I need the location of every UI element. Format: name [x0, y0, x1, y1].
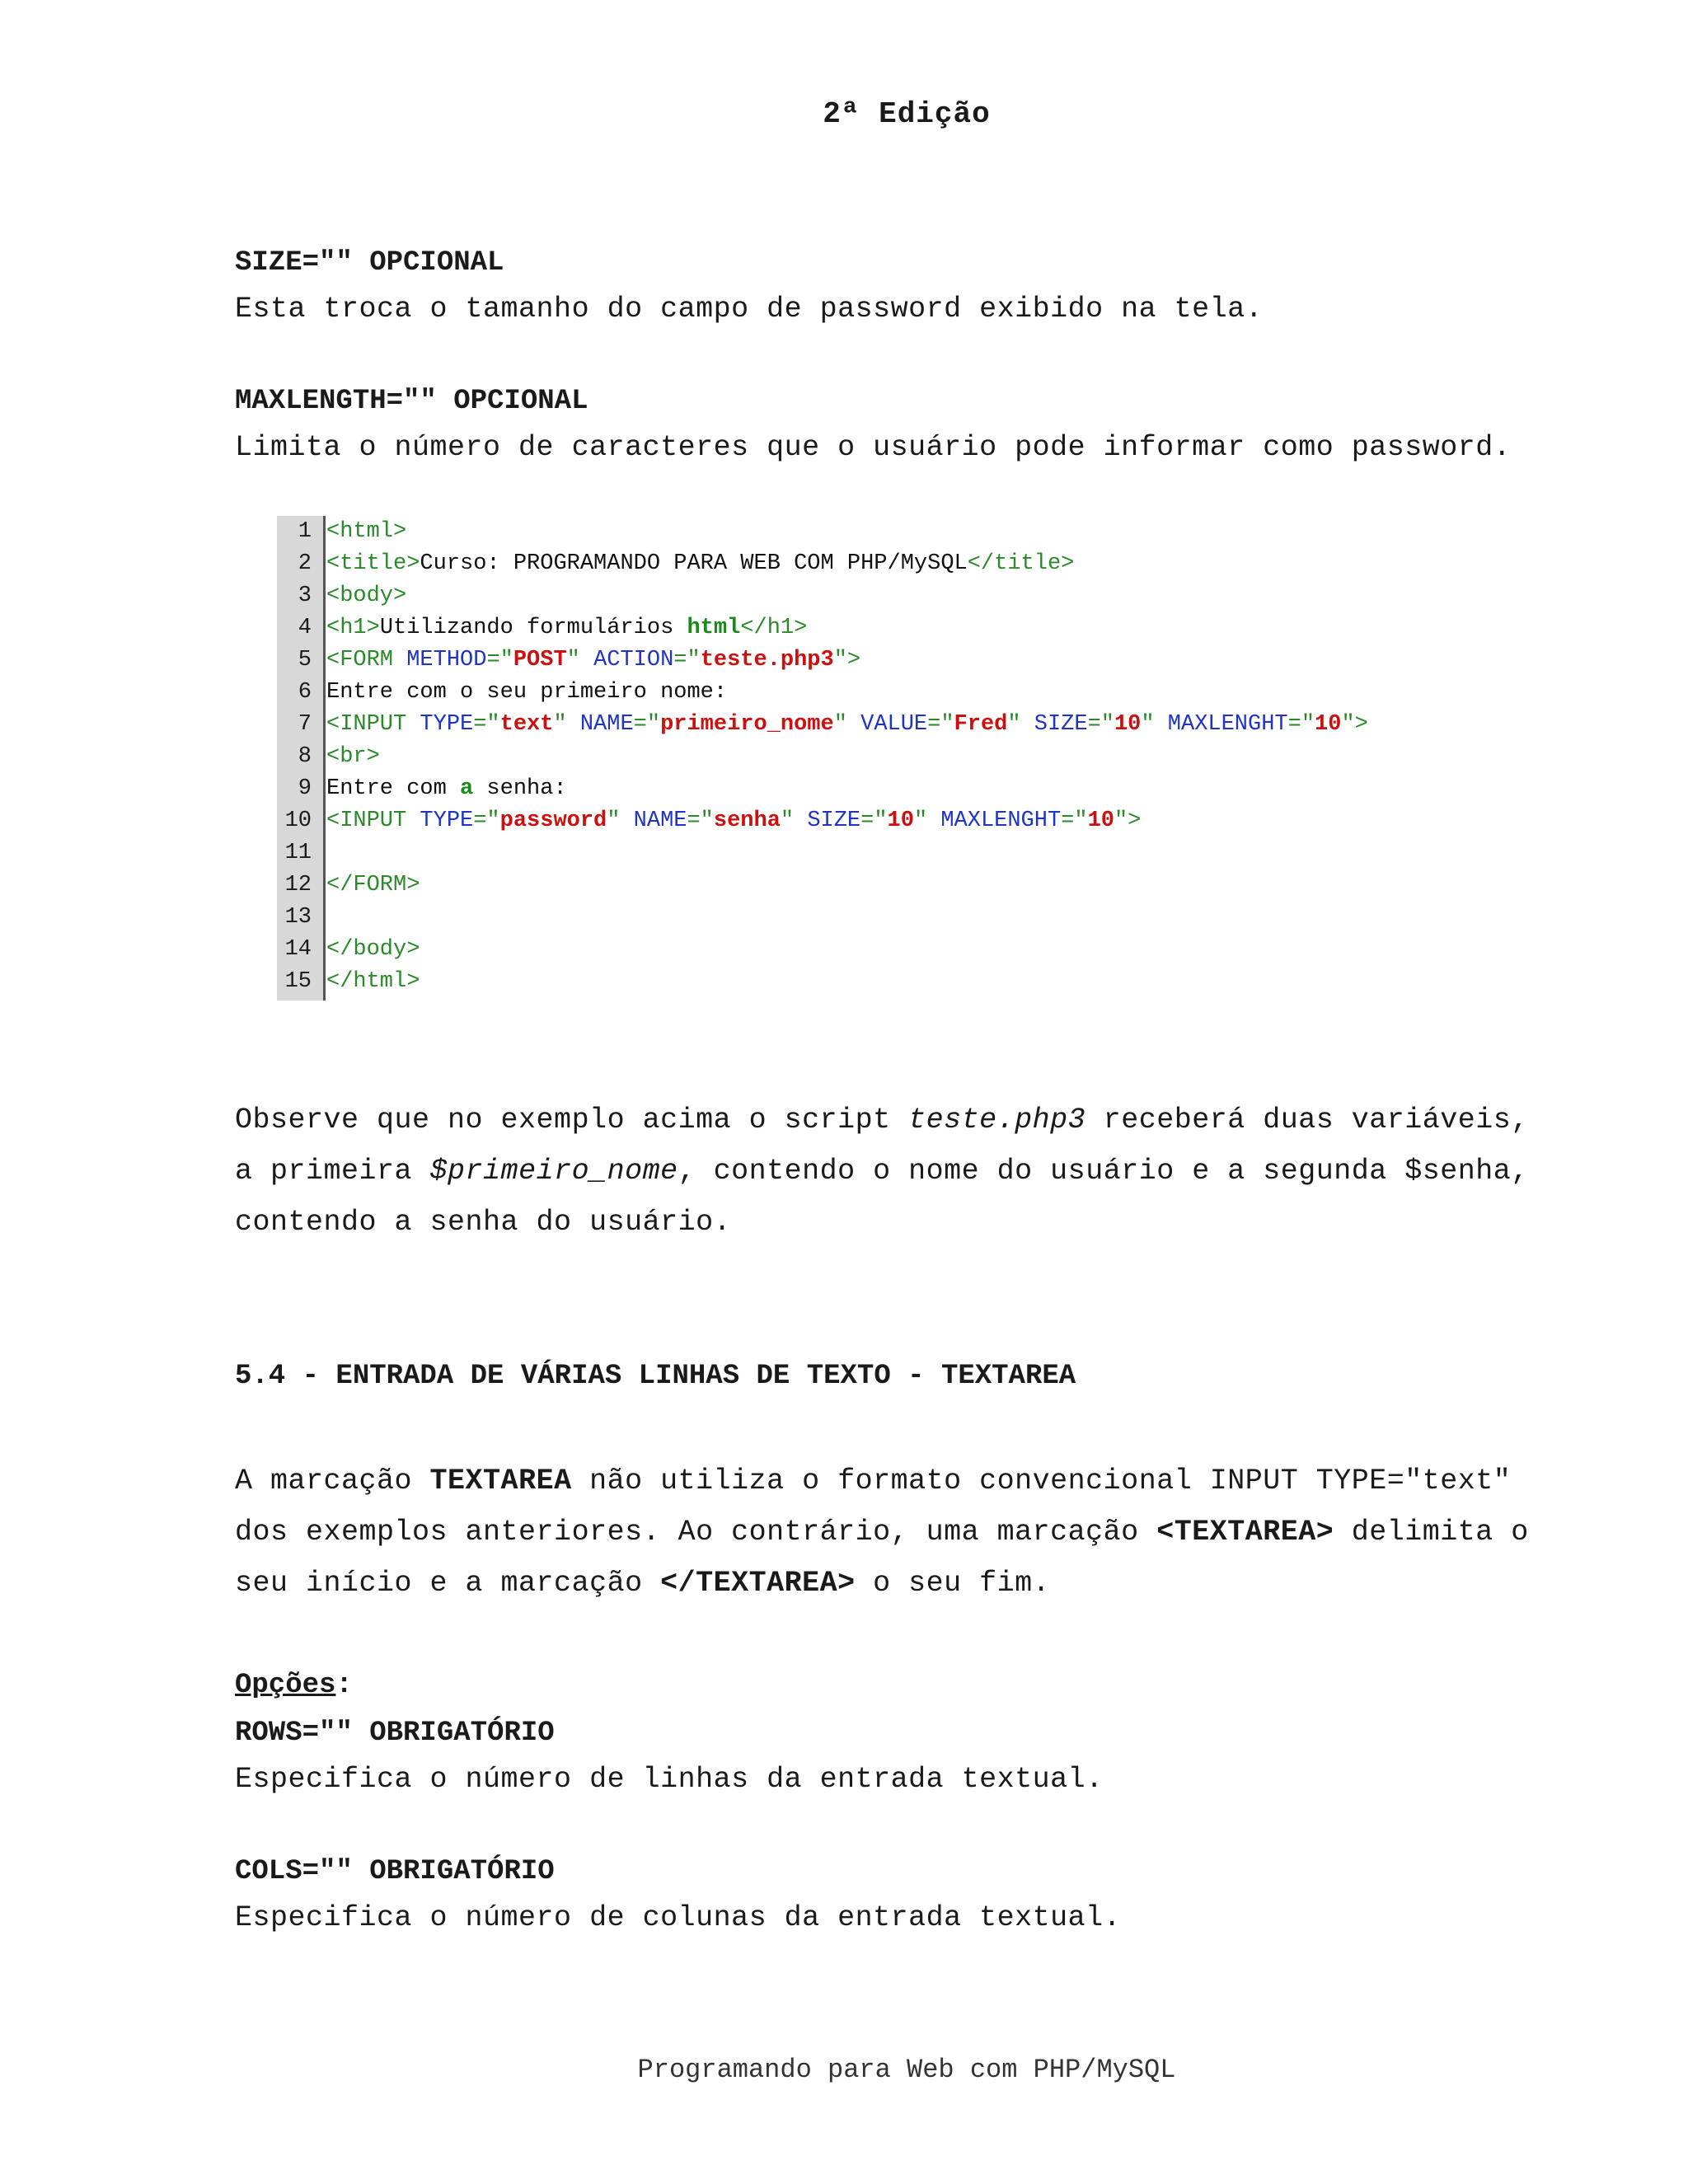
line-number: 7: [298, 712, 312, 737]
observe-line-1: [235, 1094, 1595, 1146]
page-header: 2ª Edição: [823, 97, 991, 131]
code-line: [277, 644, 860, 677]
cols-option-title: COLS="" OBRIGATÓRIO: [235, 1856, 555, 1887]
line-number: 12: [284, 873, 312, 898]
code-token: TYPE: [420, 712, 474, 737]
code-token: <html>: [326, 519, 407, 544]
line-number: 13: [284, 905, 312, 930]
code-token: <FORM: [326, 648, 407, 673]
code-token: ": [833, 712, 861, 737]
code-token: ">: [833, 648, 861, 673]
observe-text: a primeira: [235, 1155, 430, 1188]
code-token: 10: [1114, 712, 1142, 737]
intro-text: seu início e a marcação: [235, 1567, 661, 1600]
code-token: ">: [1341, 712, 1368, 737]
section-title: 5.4 - ENTRADA DE VÁRIAS LINHAS DE TEXTO - TEXTAREA: [235, 1361, 1076, 1392]
code-line: [277, 805, 1141, 837]
code-token: Entre com: [326, 776, 461, 801]
line-number: 1: [298, 519, 312, 544]
code-token: =": [927, 712, 954, 737]
textarea-close-tag: </TEXTAREA>: [660, 1567, 856, 1600]
code-token: NAME: [579, 712, 634, 737]
opcoes-heading: [235, 1670, 1595, 1701]
intro-text: A marcação: [235, 1465, 430, 1497]
code-token: TYPE: [420, 808, 474, 833]
textarea-intro: [235, 1455, 1595, 1609]
code-token: 10: [1315, 712, 1342, 737]
intro-line-3: [235, 1558, 1595, 1609]
code-token: ": [553, 712, 580, 737]
code-line: [277, 548, 1074, 580]
code-token: Fred: [954, 712, 1008, 737]
line-number: 15: [284, 969, 312, 994]
code-token: </title>: [967, 551, 1075, 576]
code-token: VALUE: [860, 712, 928, 737]
code-token: </html>: [326, 969, 420, 994]
intro-text: delimita o: [1334, 1516, 1529, 1549]
code-token: </FORM>: [326, 873, 420, 898]
size-option-title: SIZE="" OPCIONAL: [235, 247, 504, 279]
intro-text: o seu fim.: [855, 1567, 1051, 1600]
code-token: Curso: PROGRAMANDO PARA WEB COM PHP/MySQL: [420, 551, 968, 576]
code-token: ">: [1114, 808, 1142, 833]
code-token: <INPUT: [326, 808, 420, 833]
line-number: 10: [284, 808, 312, 833]
options-top: [235, 247, 1595, 473]
line-number: 9: [298, 776, 312, 801]
line-number: 6: [298, 680, 312, 705]
observe-text: receberá duas variáveis,: [1085, 1104, 1529, 1137]
code-token: =": [633, 712, 661, 737]
code-token: a: [460, 776, 474, 801]
line-number: 3: [298, 583, 312, 608]
code-token: ": [607, 808, 634, 833]
code-token: =": [1287, 712, 1315, 737]
code-token: =": [473, 712, 500, 737]
line-number: 2: [298, 551, 312, 576]
code-token: senha:: [473, 776, 567, 801]
code-token: <br>: [326, 744, 380, 769]
code-token: <INPUT: [326, 712, 420, 737]
intro-line-2: [235, 1507, 1595, 1558]
code-token: 10: [887, 808, 914, 833]
line-number: 14: [284, 937, 312, 962]
code-token: ": [1007, 712, 1034, 737]
code-token: primeiro_nome: [660, 712, 834, 737]
code-token: senha: [713, 808, 781, 833]
code-token: <body>: [326, 583, 407, 608]
observe-text: , contendo o nome do usuário e a segunda $senha,: [678, 1155, 1529, 1188]
line-number: 8: [298, 744, 312, 769]
code-token: password: [499, 808, 607, 833]
code-token: ": [913, 808, 941, 833]
maxlength-option-desc: Limita o número de caracteres que o usuário pode informar como password.: [235, 431, 1512, 464]
code-token: METHOD: [406, 648, 487, 673]
line-number: 5: [298, 648, 312, 673]
observe-paragraph: [235, 1094, 1595, 1248]
code-listing: [277, 516, 1530, 1002]
observe-text: Observe que no exemplo acima o script: [235, 1104, 909, 1137]
code-line: [277, 516, 406, 548]
code-line: [277, 677, 727, 709]
code-line: [277, 869, 420, 902]
intro-line-1: [235, 1455, 1595, 1507]
code-line: [277, 580, 406, 612]
options-list: [235, 1670, 1595, 1943]
opcoes-colon: :: [335, 1670, 353, 1701]
opcoes-label: Opções: [235, 1670, 336, 1701]
code-line: [277, 741, 380, 773]
code-token: ": [780, 808, 808, 833]
code-token: text: [499, 712, 554, 737]
maxlength-option-title: MAXLENGTH="" OPCIONAL: [235, 386, 588, 417]
intro-text: dos exemplos anteriores. Ao contrário, uma marcação: [235, 1516, 1157, 1549]
code-token: ": [566, 648, 594, 673]
textarea-keyword: TEXTAREA: [429, 1465, 572, 1497]
code-token: NAME: [633, 808, 687, 833]
code-token: =": [1061, 808, 1088, 833]
code-token: SIZE: [1034, 712, 1088, 737]
page-footer: Programando para Web com PHP/MySQL: [637, 2055, 1176, 2085]
code-token: Utilizando formulários: [379, 616, 687, 640]
code-line: [277, 612, 807, 644]
line-number: 11: [284, 841, 312, 865]
code-token: <title>: [326, 551, 420, 576]
code-token: =": [1087, 712, 1114, 737]
cols-option-desc: Especifica o número de colunas da entrada textual.: [235, 1901, 1122, 1934]
code-line: [277, 966, 420, 998]
rows-option-desc: Especifica o número de linhas da entrada textual.: [235, 1763, 1104, 1796]
textarea-open-tag: <TEXTAREA>: [1156, 1516, 1334, 1549]
code-token: 10: [1087, 808, 1114, 833]
code-token: teste.php3: [700, 648, 834, 673]
intro-text: não utiliza o formato convencional INPUT TYPE="text": [571, 1465, 1512, 1497]
code-token: =": [473, 808, 500, 833]
line-number: 4: [298, 616, 312, 640]
code-line: [277, 773, 567, 805]
rows-option-title: ROWS="" OBRIGATÓRIO: [235, 1718, 555, 1749]
variable-name: $primeiro_nome: [429, 1155, 678, 1188]
code-token: ACTION: [593, 648, 674, 673]
code-token: MAXLENGHT: [940, 808, 1062, 833]
section-5-4: [235, 1360, 1595, 1393]
observe-line-3: contendo a senha do usuário.: [235, 1206, 732, 1239]
code-token: SIZE: [807, 808, 861, 833]
script-name: teste.php3: [908, 1104, 1086, 1137]
code-token: Entre com o seu primeiro nome:: [326, 680, 728, 705]
code-token: =": [860, 808, 888, 833]
code-token: html: [687, 616, 741, 640]
code-line: [277, 709, 1368, 741]
code-line: [277, 934, 420, 966]
observe-line-2: [235, 1146, 1595, 1197]
code-line: [277, 837, 326, 869]
code-line: [277, 902, 326, 934]
size-option-desc: Esta troca o tamanho do campo de password exibido na tela.: [235, 293, 1264, 326]
code-token: <h1>: [326, 616, 380, 640]
code-token: MAXLENGHT: [1167, 712, 1288, 737]
code-token: =": [687, 808, 714, 833]
code-token: =": [673, 648, 701, 673]
code-token: POST: [513, 648, 567, 673]
code-token: </body>: [326, 937, 420, 962]
code-token: ": [1141, 712, 1168, 737]
code-token: =": [486, 648, 513, 673]
code-token: </h1>: [740, 616, 808, 640]
